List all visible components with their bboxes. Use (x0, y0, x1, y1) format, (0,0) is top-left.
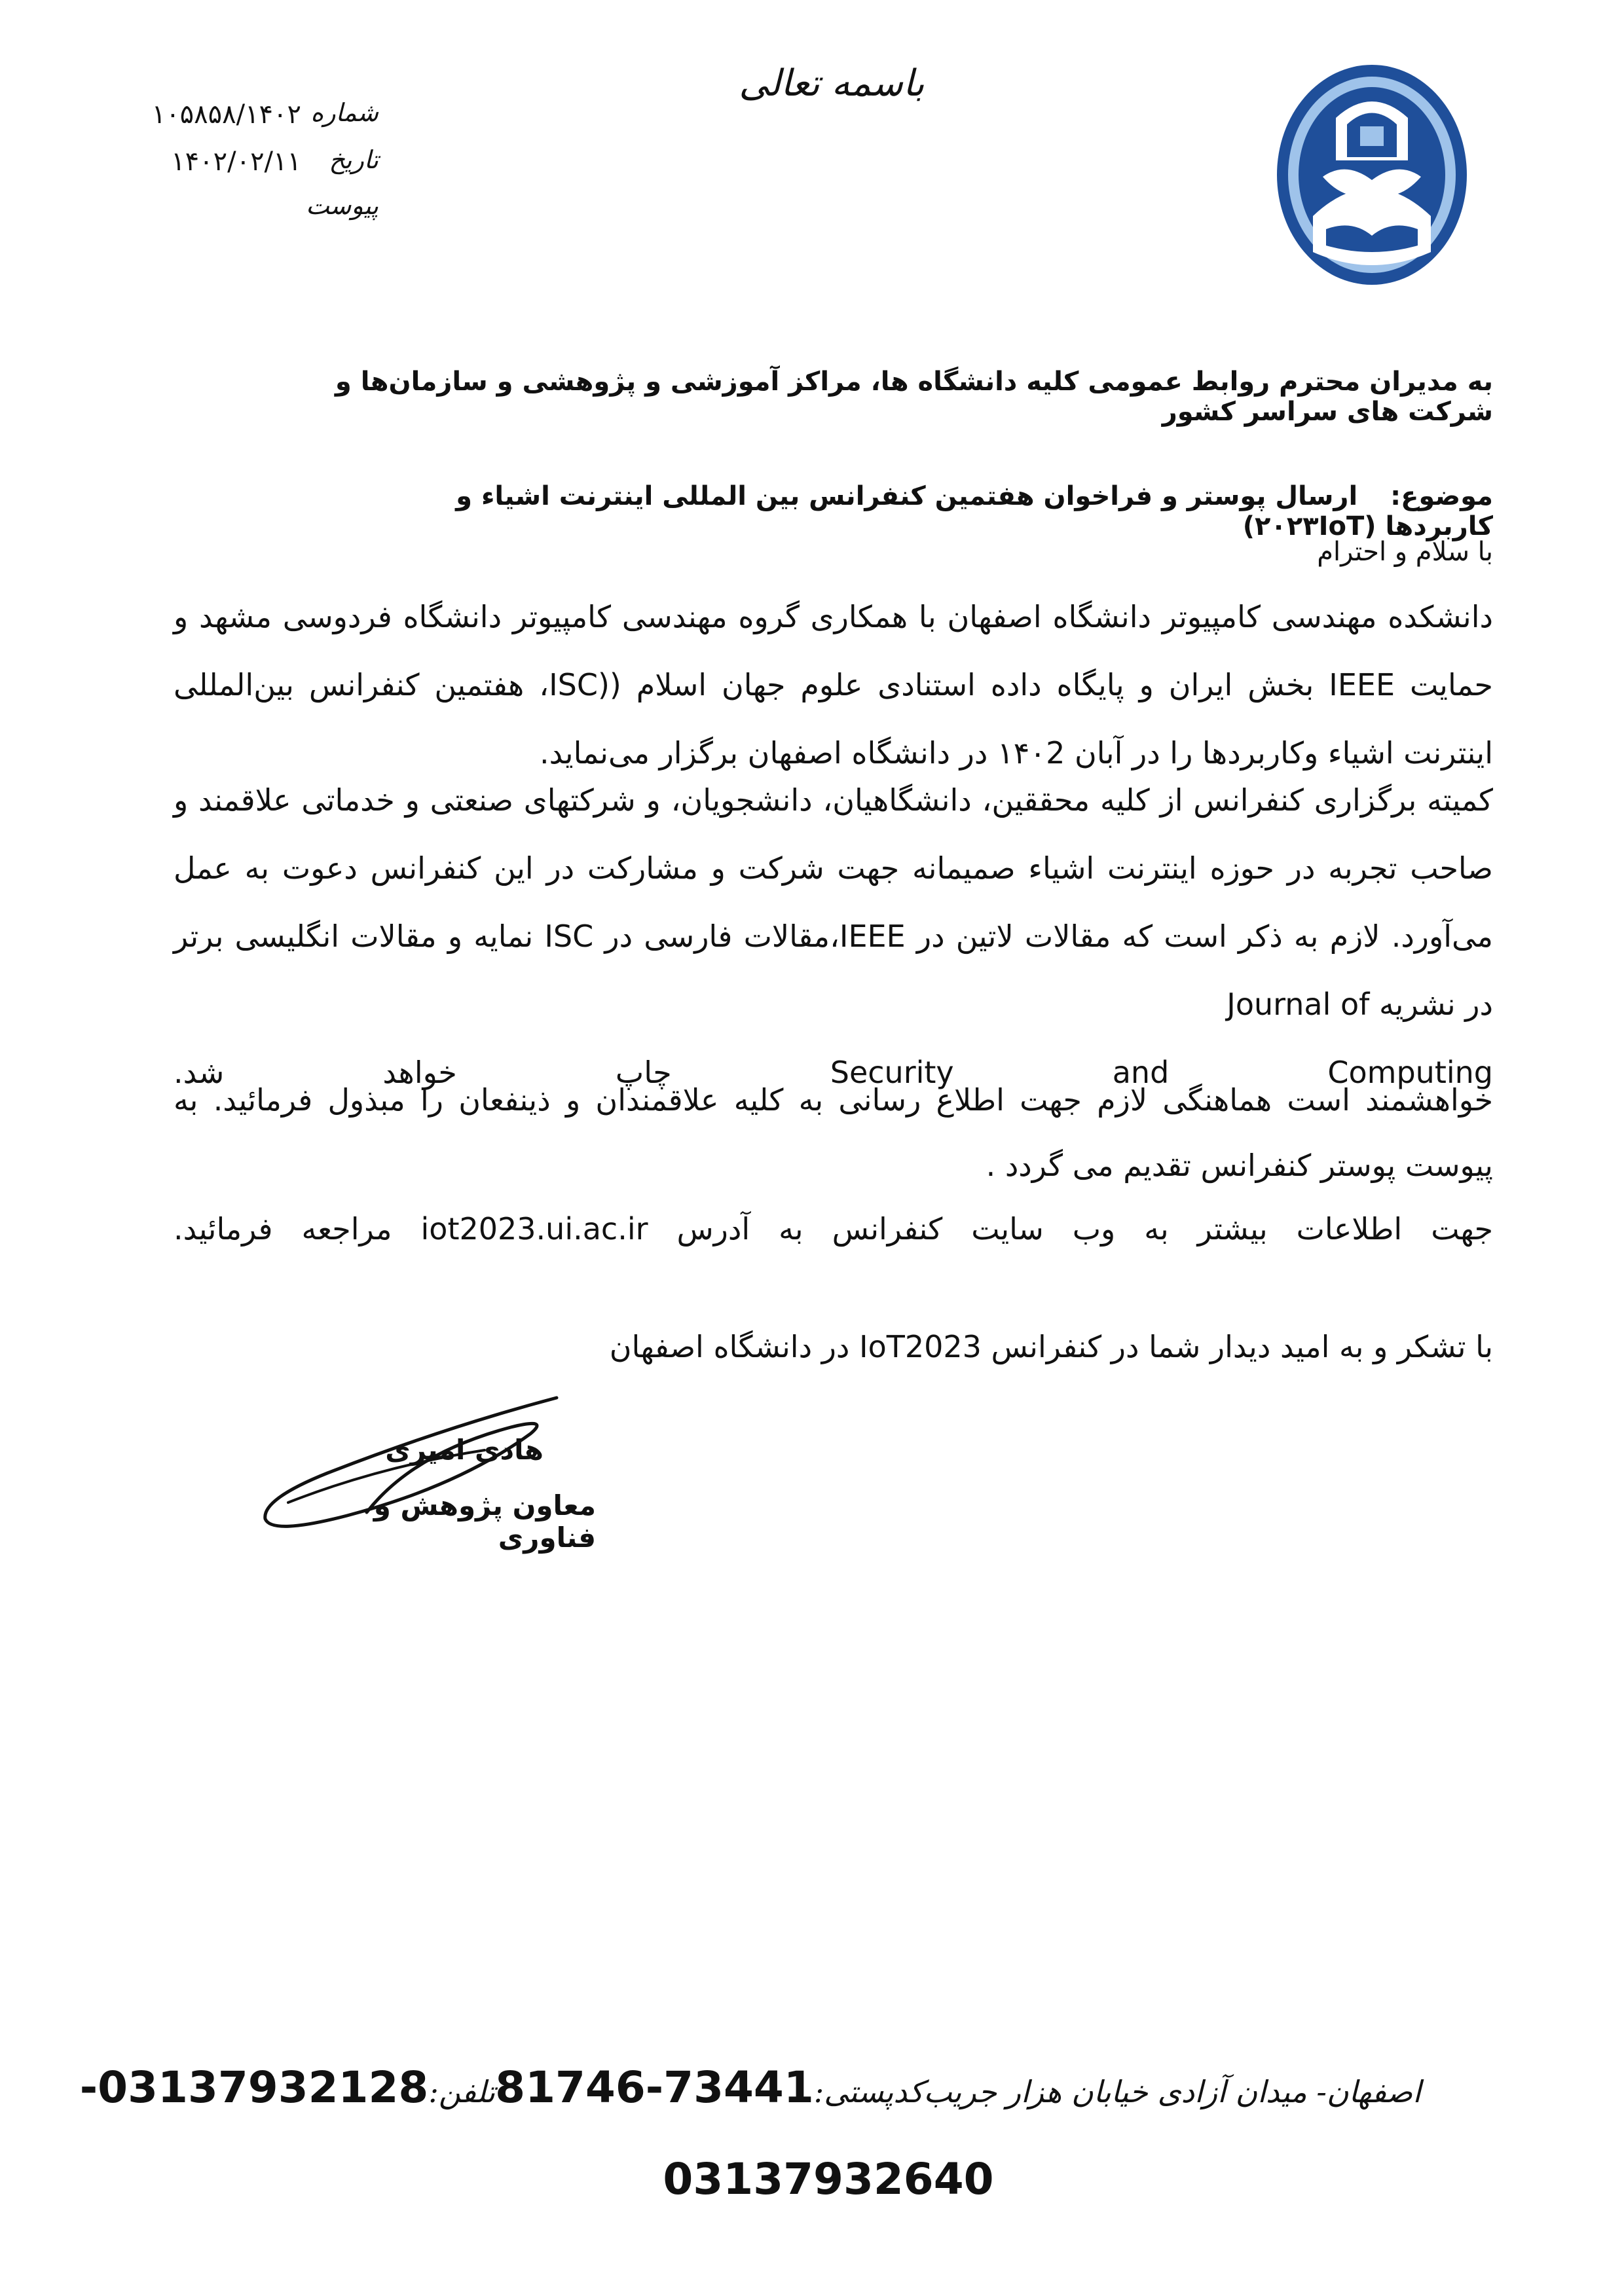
paragraph-invitation-last-line: Security and Computing چاپ خواهد شد. (174, 1055, 1493, 1090)
paragraph-request: خواهشمند است هماهنگی لازم جهت اطلاع رسانی به کلیه علاقمندان و ذینفعان را مبذول فرمائید. به پیوست پوستر کنفرانس تقدیم می گردد . (174, 1082, 1493, 1183)
university-logo (1274, 62, 1470, 288)
footer-phone-label: تلفن: (428, 2074, 496, 2109)
closing-line: با تشکر و به امید دیدار شما در کنفرانس IoT2023 در دانشگاه اصفهان (609, 1329, 1493, 1364)
footer-postal-code: 81746-73441 (495, 2062, 814, 2113)
subject-line (432, 481, 1493, 541)
footer-postal-label: کدپستی: (813, 2074, 924, 2109)
footer-fax: 03137932640 (663, 2154, 994, 2204)
paragraph-invitation (174, 766, 1493, 1106)
attachment-label: پیوست (306, 191, 378, 220)
greeting: با سلام و احترام (1317, 537, 1493, 567)
letter-number-value: ۱۰۵۸۵۸/۱۴۰۲ (151, 100, 301, 130)
footer-phone: -03137932128 (79, 2062, 429, 2113)
footer-address: اصفهان- میدان آزادی خیابان هزار جریب (923, 2074, 1421, 2109)
subject-text: ارسال پوستر و فراخوان هفتمین کنفرانس بین المللی اینترنت اشیاء و کاربردها (۲۰۲۳IoT) (456, 481, 1493, 541)
letter-date-label: تاریخ (329, 145, 378, 174)
letter-number-label: شماره (310, 98, 378, 127)
signer-title: معاون پژوهش و فناوری (373, 1489, 596, 1554)
paragraph-introduction: دانشکده مهندسی کامپیوتر دانشگاه اصفهان با همکاری گروه مهندسی کامپیوتر دانشگاه فردوسی مشهد و حمایت IEEE بخش ایران و پایگاه داده استنادی علوم جهان اسلام ((ISC، هفتمین کنفرانس بین‌المللی اینترنت اشیاء وکاربردها را در آبان ۱۴۰2 در دانشگاه اصفهان برگزار می‌نماید. (174, 599, 1493, 771)
paragraph-website: جهت اطلاعات بیشتر به وب سایت کنفرانس به آدرس iot2023.ui.ac.ir مراجعه فرمائید. (174, 1211, 1494, 1247)
paragraph-invitation-text: کمیته برگزاری کنفرانس از کلیه محققین، دانشگاهیان، دانشجویان، و شرکتهای صنعتی و خدماتی علاقمند و صاحب تجربه در حوزه اینترنت اشیاء صمیمانه جهت شرکت و مشارکت در این کنفرانس دعوت به عمل می‌آورد. لازم به ذکر است که مقالات لاتین در IEEE،مقالات فارسی در ISC نمایه و مقالات انگلیسی برتر در نشریه Journal of (174, 782, 1493, 1022)
letter-date-value: ۱۴۰۲/۰۲/۱۱ (171, 147, 301, 177)
footer-contact-line (79, 2062, 1421, 2121)
bismillah-heading: باسمه تعالی (739, 62, 925, 105)
recipient-line: به مدیران محترم روابط عمومی کلیه دانشگاه ها، مراکز آموزشی و پژوهشی و سازمان‌ها و شرکت های سراسر کشور (335, 367, 1493, 427)
signer-name: هادی امیری (385, 1434, 544, 1466)
subject-label: موضوع: (1390, 481, 1493, 511)
